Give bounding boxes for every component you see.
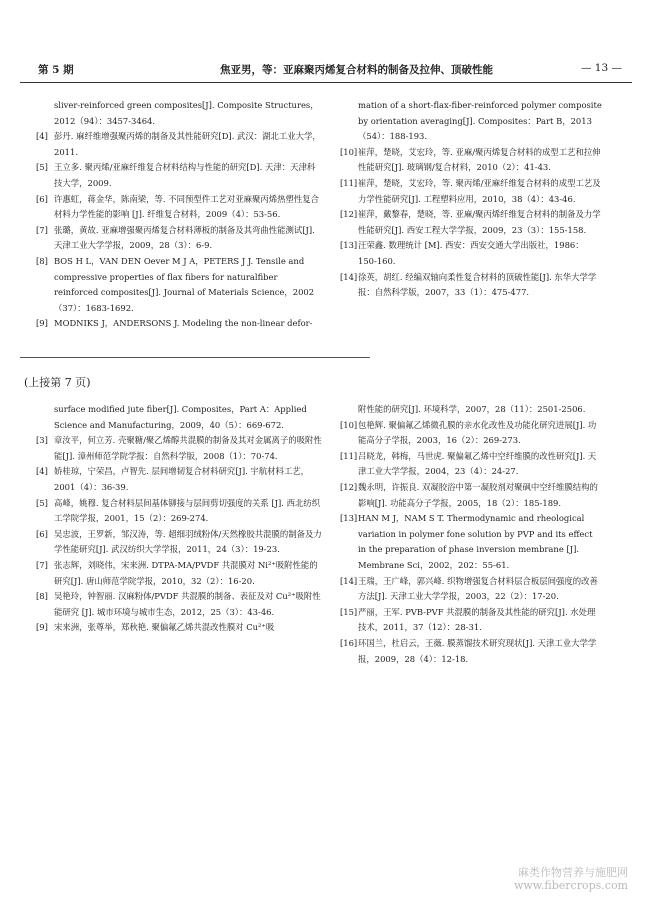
reference-item [36, 433, 322, 464]
reference-item [340, 574, 602, 605]
reference-text: 彭丹. 麻纤维增强聚丙烯的制备及其性能研究[D]. 武汉：湖北工业大学，2011. [54, 131, 321, 157]
reference-number: [4] [36, 131, 48, 142]
reference-text: 包艳辉. 聚偏氟乙烯微孔膜的亲水化改性及功能化研究进展[J]. 功能高分子学报，2003，16（2）：269-273. [358, 419, 597, 446]
reference-continuation: surface modified jute fiber[J]. Composites，Part A：Applied Science and Manufacturing，2009，40（5）：669-672. [54, 404, 307, 430]
reference-text: MODNIKS J，ANDERSONS J. Modeling the non-linear defor- [54, 318, 313, 329]
reference-item [340, 605, 602, 636]
reference-text: 章汝平，何立芳. 壳聚糖/聚乙烯醇共混膜的制备及其对金属离子的吸附性能[J]. 漳州师范学院学报：自然科学版，2008（1）：70-74. [54, 435, 322, 461]
reference-text: 汪荣鑫. 数理统计 [M]. 西安：西安交通大学出版社，1986：150-160. [358, 240, 584, 266]
reference-item [340, 636, 602, 667]
reference-item [36, 316, 322, 332]
references-bottom-left [36, 402, 322, 636]
reference-number: [13] [340, 513, 358, 524]
running-title: 焦亚男，等：亚麻聚丙烯复合材料的制备及拉伸、顶破性能 [220, 64, 493, 76]
reference-number: [10] [340, 419, 358, 430]
reference-number: [11] [340, 177, 358, 188]
reference-item [340, 511, 602, 573]
reference-item [36, 223, 322, 254]
page-number: — 13 — [580, 62, 622, 74]
reference-item [340, 418, 602, 449]
reference-text: 吴艳玲，钟智丽. 汉麻粉体/PVDF 共混膜的制备、表征及对 Cu²⁺吸附性能研究 [J]. 城市环境与城市生态，2012，25（3）：43-46. [54, 591, 321, 617]
reference-text: 王立多. 聚丙烯/亚麻纤维复合材料结构与性能的研究[D]. 天津：天津科技大学，2009. [54, 162, 316, 188]
reference-text: 严丽，王军. PVB-PVF 共混膜的制备及其性能的研究[J]. 水处理技术，2011，37（12）：28-31. [358, 606, 596, 633]
reference-item [36, 160, 322, 191]
reference-text: 王瑞，王广峰，郭兴峰. 织物增强复合材料层合板层间强度的改善方法[J]. 天津工业大学学报，2003，22（2）：17-20. [358, 575, 598, 602]
reference-continuation: sliver-reinforced green composites[J]. Composite Structures，2012（94）：3457-3464. [54, 100, 319, 126]
reference-item [36, 589, 322, 620]
reference-text: 张志辉，刘晓伟，宋来洲. DTPA-MA/PVDF 共混膜对 Ni²⁺吸附性能的研究[J]. 唐山师范学院学报，2010，32（2）：16-20. [54, 559, 318, 586]
reference-number: [15] [340, 606, 358, 617]
reference-text: 徐英，胡红. 经编双轴向柔性复合材料的顶破性能[J]. 东华大学学报：自然科学版，2007，33（1）：475-477. [358, 271, 597, 298]
reference-item [340, 207, 602, 238]
reference-item [340, 238, 602, 269]
reference-number: [3] [36, 435, 48, 446]
reference-item [340, 145, 602, 176]
reference-item [36, 620, 322, 636]
reference-number: [10] [340, 146, 358, 157]
reference-item [36, 496, 322, 527]
reference-number: [4] [36, 466, 48, 477]
reference-number: [13] [340, 240, 358, 251]
reference-item [340, 176, 602, 207]
reference-text: 崔萍，楚晓，艾宏玲，等. 亚麻/聚丙烯复合材料的成型工艺和拉伸性能研究[J]. 玻璃钢/复合材料，2010（2）：41-43. [358, 146, 601, 173]
reference-text: 高峰，姚穆. 复合材料层间基体铆接与层间剪切强度的关系 [J]. 西北纺织工学院学报，2001，15（2）：269-274. [54, 497, 321, 524]
reference-item [340, 480, 602, 511]
reference-number: [8] [36, 591, 48, 602]
reference-item [36, 464, 322, 495]
reference-text: 魏永明，许振良. 双凝胶浴中第一凝胶剂对聚砜中空纤维膜结构的影响[J]. 功能高分子学报，2005，18（2）：185-189. [358, 481, 598, 508]
references-top-right [340, 98, 602, 301]
reference-number: [14] [340, 271, 358, 282]
reference-number: [5] [36, 497, 48, 508]
reference-number: [7] [36, 224, 48, 235]
reference-text: BOS H L，VAN DEN Oever M J A，PETERS J J. Tensile and compressive properties of flax fibers for naturalfiber reinforced composites[J]. Journal of Materials Science，2002（37）：1683-1692. [54, 255, 315, 313]
reference-number: [8] [36, 255, 48, 266]
reference-item [340, 270, 602, 301]
reference-number: [7] [36, 559, 48, 570]
reference-item [36, 254, 322, 316]
reference-number: [6] [36, 528, 48, 539]
references-bottom-right [340, 402, 602, 667]
site-watermark [514, 866, 628, 892]
reference-number: [5] [36, 162, 48, 173]
reference-number: [16] [340, 637, 358, 648]
reference-text: 崔萍，戴黎春，楚晓，等. 亚麻/聚丙烯纤维复合材料的制备及力学性能研究[J]. 西安工程大学学报，2009，23（3）：155-158. [358, 209, 601, 235]
reference-number: [11] [340, 450, 358, 461]
issue-label: 第 5 期 [38, 64, 74, 76]
section-divider [20, 357, 370, 358]
reference-number: [12] [340, 481, 358, 492]
reference-text: 许惠虹，蒋金华，陈南梁，等. 不同预型件工艺对亚麻聚丙烯热塑性复合材料力学性能的影响 [J]. 纤维复合材料，2009（4）：53-56. [54, 193, 319, 220]
reference-text: 环国兰，杜启云，王薇. 膜蒸馏技术研究现状[J]. 天津工业大学学报，2009，28（4）：12-18. [358, 637, 597, 664]
reference-number: [9] [36, 318, 48, 329]
reference-text: 张璐，黄故. 亚麻增强聚丙烯复合材料薄板的制备及其弯曲性能测试[J]. 天津工业大学学报，2009，28（3）：6-9. [54, 224, 315, 251]
reference-number: [14] [340, 575, 358, 586]
reference-item [36, 527, 322, 558]
reference-text: 娇桂琼，宁荣昌，卢智先. 层间增韧复合材料研究[J]. 宇航材料工艺，2001（4）：36-39. [54, 466, 310, 492]
watermark-line1: 麻类作物营养与施肥网 [518, 866, 628, 879]
reference-continuation: 附性能的研究[J]. 环境科学，2007，28（11）：2501-2506. [358, 404, 586, 414]
reference-number: [12] [340, 209, 358, 220]
reference-text: HAN M J，NAM S T. Thermodynamic and rheological variation in polymer fone solution by PVP and its effect in the preparation of phase inversion membrane [J]. Membrane Sci，2002，202：55-61. [358, 513, 593, 570]
reference-continuation: mation of a short-flax-fiber-reinforced polymer composite by orientation averaging[J]. Composites：Part B，2013（54）：188-193. [358, 100, 602, 142]
continued-from-label: (上接第 7 页) [24, 376, 91, 389]
references-top-left [36, 98, 322, 332]
reference-number: [6] [36, 193, 48, 204]
reference-number: [9] [36, 622, 48, 633]
reference-item [36, 558, 322, 589]
reference-text: 吴忠波，王罗新，邹汉涛，等. 超细羽绒粉体/天然橡胶共混膜的制备及力学性能研究[J]. 武汉纺织大学学报，2011，24（3）：19-23. [54, 528, 322, 555]
reference-item [340, 449, 602, 480]
reference-text: 宋来洲，张尊举，郑秋艳. 聚偏氟乙烯共混改性膜对 Cu²⁺吸 [54, 622, 275, 633]
running-header [20, 56, 632, 83]
reference-item [36, 129, 322, 160]
reference-text: 吕晓龙，韩梅，马世虎. 聚偏氟乙烯中空纤维膜的改性研究[J]. 天津工业大学学报，2004，23（4）：24-27. [358, 450, 597, 477]
watermark-line2: www.fibercrops.com [513, 879, 628, 892]
reference-text: 崔萍，楚晓，艾宏玲，等. 聚丙烯/亚麻纤维复合材料的成型工艺及力学性能研究[J]. 工程塑料应用，2010，38（4）：43-46. [358, 177, 601, 204]
reference-item [36, 192, 322, 223]
